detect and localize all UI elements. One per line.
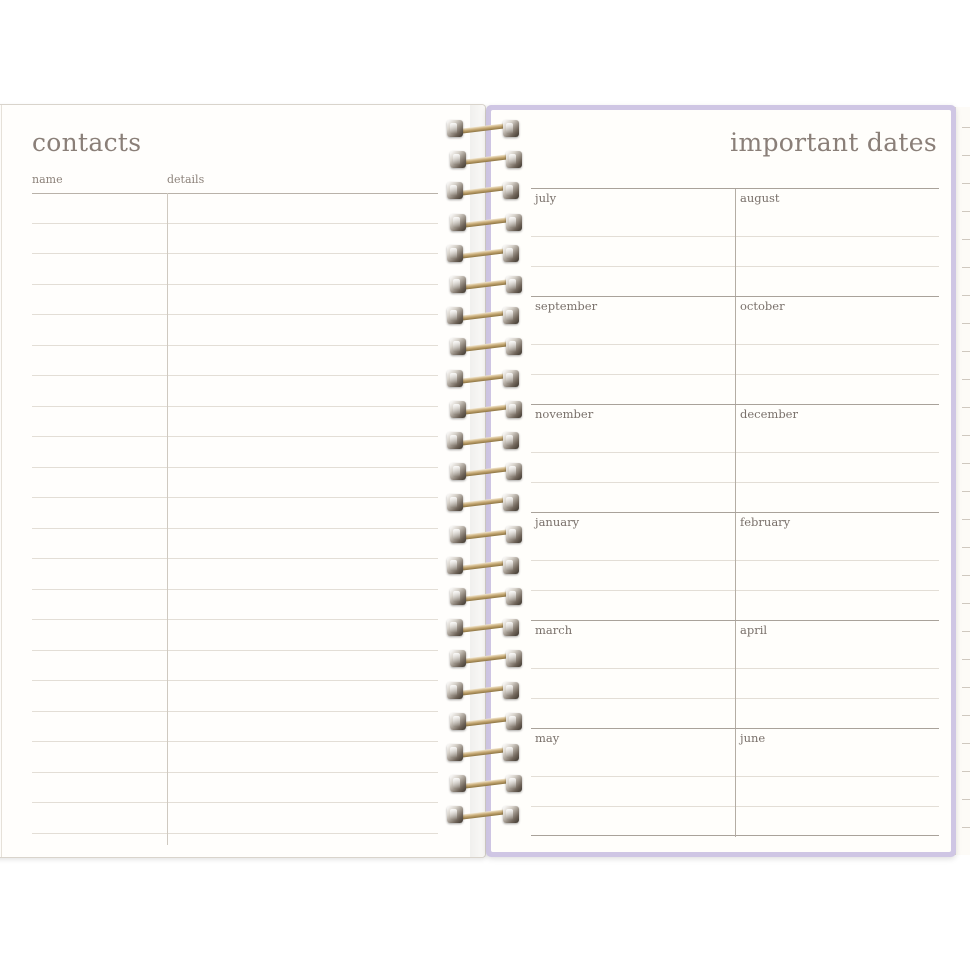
ruled-line — [736, 483, 939, 513]
page-edge-mark — [962, 519, 970, 520]
contacts-row[interactable] — [32, 590, 438, 621]
important-dates-page — [486, 105, 956, 857]
page-edge-mark — [962, 407, 970, 408]
ruled-line — [736, 591, 939, 621]
contacts-row[interactable] — [32, 193, 438, 224]
ruled-line — [736, 699, 939, 729]
page-edge-mark — [962, 127, 970, 128]
month-label: february — [740, 515, 791, 529]
ruled-line — [531, 207, 735, 237]
ruled-line — [736, 561, 939, 591]
next-page-edge — [955, 107, 970, 855]
spiral-coil-loop — [447, 744, 519, 761]
spiral-coil-loop — [450, 526, 522, 543]
contacts-row[interactable] — [32, 285, 438, 316]
contacts-row[interactable] — [32, 773, 438, 804]
contacts-row[interactable] — [32, 651, 438, 682]
page-edge-mark — [962, 771, 970, 772]
month-ruled-lines — [531, 207, 735, 297]
page-edge-mark — [962, 687, 970, 688]
contacts-row[interactable] — [32, 681, 438, 712]
month-ruled-lines — [736, 747, 939, 837]
months-row — [531, 620, 939, 728]
month-label: december — [740, 407, 798, 421]
ruled-line — [531, 453, 735, 483]
ruled-line — [531, 669, 735, 699]
spiral-coil-loop — [447, 806, 519, 823]
spiral-coil-loop — [450, 775, 522, 792]
ruled-line — [531, 315, 735, 345]
month-cell[interactable] — [531, 405, 735, 513]
page-edge-mark — [962, 463, 970, 464]
contacts-row[interactable] — [32, 376, 438, 407]
month-label: april — [740, 623, 768, 637]
spiral-coil-loop — [450, 214, 522, 231]
page-edge-mark — [962, 155, 970, 156]
ruled-line — [531, 531, 735, 561]
ruled-line — [736, 531, 939, 561]
page-edge-mark — [962, 799, 970, 800]
spiral-coil-loop — [447, 245, 519, 262]
spiral-coil-loop — [447, 120, 519, 137]
contacts-row[interactable] — [32, 407, 438, 438]
contacts-row[interactable] — [32, 437, 438, 468]
ruled-line — [531, 345, 735, 375]
spiral-coil-loop — [450, 650, 522, 667]
spiral-coil-loop — [447, 307, 519, 324]
month-ruled-lines — [531, 639, 735, 729]
ruled-line — [736, 207, 939, 237]
page-edge-mark — [962, 267, 970, 268]
month-ruled-lines — [531, 531, 735, 621]
contacts-row[interactable] — [32, 529, 438, 560]
ruled-line — [736, 423, 939, 453]
month-ruled-lines — [531, 747, 735, 837]
month-ruled-lines — [736, 531, 939, 621]
ruled-line — [736, 315, 939, 345]
months-row — [531, 512, 939, 620]
ruled-line — [736, 747, 939, 777]
contacts-row[interactable] — [32, 803, 438, 834]
contacts-row[interactable] — [32, 254, 438, 285]
month-cell[interactable] — [735, 621, 939, 729]
month-label: june — [740, 731, 766, 745]
ruled-line — [531, 267, 735, 297]
months-row — [531, 188, 939, 296]
spiral-coil-loop — [450, 276, 522, 293]
contacts-row[interactable] — [32, 346, 438, 377]
page-edge-mark — [962, 239, 970, 240]
contacts-row[interactable] — [32, 834, 438, 859]
month-ruled-lines — [736, 423, 939, 513]
spiral-coil-loop — [450, 338, 522, 355]
contacts-rows[interactable] — [32, 193, 438, 845]
ruled-line — [736, 237, 939, 267]
page-edge-mark — [962, 715, 970, 716]
month-label: march — [535, 623, 573, 637]
column-header-name: name — [32, 173, 63, 186]
contacts-page — [0, 104, 486, 858]
month-cell[interactable] — [531, 297, 735, 405]
ruled-line — [531, 237, 735, 267]
contacts-row[interactable] — [32, 559, 438, 590]
month-cell[interactable] — [531, 513, 735, 621]
page-edge-mark — [962, 659, 970, 660]
page-edge-mark — [962, 323, 970, 324]
page-edge-mark — [962, 491, 970, 492]
contacts-row[interactable] — [32, 712, 438, 743]
contacts-row[interactable] — [32, 224, 438, 255]
month-label: january — [535, 515, 580, 529]
contacts-row[interactable] — [32, 742, 438, 773]
month-cell[interactable] — [531, 621, 735, 729]
ruled-line — [736, 639, 939, 669]
month-label: august — [740, 191, 780, 205]
page-edge-mark — [962, 211, 970, 212]
spiral-coil-loop — [450, 151, 522, 168]
spiral-coil-loop — [447, 557, 519, 574]
ruled-line — [531, 807, 735, 837]
ruled-line — [531, 591, 735, 621]
contacts-row[interactable] — [32, 468, 438, 499]
spiral-coil-loop — [447, 619, 519, 636]
month-cell[interactable] — [735, 189, 939, 297]
months-row — [531, 296, 939, 404]
month-cell[interactable] — [735, 297, 939, 405]
page-edge-mark — [962, 435, 970, 436]
ruled-line — [531, 639, 735, 669]
page-edge-mark — [962, 603, 970, 604]
month-ruled-lines — [531, 315, 735, 405]
column-header-details: details — [167, 173, 205, 186]
month-cell[interactable] — [735, 513, 939, 621]
contacts-row[interactable] — [32, 315, 438, 346]
ruled-line — [531, 747, 735, 777]
page-edge-mark — [962, 827, 970, 828]
ruled-line — [736, 345, 939, 375]
month-ruled-lines — [736, 315, 939, 405]
page-title: contacts — [32, 128, 142, 157]
page-edge-marks — [956, 107, 970, 855]
contacts-row[interactable] — [32, 498, 438, 529]
contacts-page-surface — [1, 105, 485, 857]
ruled-line — [736, 267, 939, 297]
page-edge-mark — [962, 631, 970, 632]
page-edge-mark — [962, 575, 970, 576]
months-row — [531, 404, 939, 512]
ruled-line — [736, 669, 939, 699]
contacts-column-divider — [167, 193, 168, 845]
spiral-coil-loop — [447, 182, 519, 199]
month-cell[interactable] — [735, 729, 939, 837]
spiral-coil-loop — [450, 588, 522, 605]
ruled-line — [531, 423, 735, 453]
month-label: september — [535, 299, 598, 313]
page-edge-mark — [962, 743, 970, 744]
spiral-coil-loop — [450, 463, 522, 480]
month-cell[interactable] — [735, 405, 939, 513]
ruled-line — [736, 807, 939, 837]
page-title-important-dates: important dates — [730, 128, 937, 157]
month-ruled-lines — [736, 639, 939, 729]
months-grid[interactable] — [531, 188, 939, 838]
month-label: july — [535, 191, 557, 205]
page-edge-mark — [962, 295, 970, 296]
important-dates-page-surface — [491, 110, 951, 852]
month-label: october — [740, 299, 785, 313]
spiral-coil-loop — [447, 432, 519, 449]
month-cell[interactable] — [531, 189, 735, 297]
contacts-table-header — [32, 173, 438, 194]
spiral-coil-icon — [444, 120, 524, 850]
ruled-line — [531, 375, 735, 405]
month-ruled-lines — [736, 207, 939, 297]
spiral-coil-loop — [447, 494, 519, 511]
ruled-line — [736, 453, 939, 483]
page-edge-mark — [962, 547, 970, 548]
month-label: november — [535, 407, 594, 421]
spiral-coil-loop — [450, 401, 522, 418]
ruled-line — [531, 777, 735, 807]
month-label: may — [535, 731, 560, 745]
page-edge-mark — [962, 379, 970, 380]
month-ruled-lines — [531, 423, 735, 513]
page-edge-mark — [962, 183, 970, 184]
month-cell[interactable] — [531, 729, 735, 837]
ruled-line — [736, 375, 939, 405]
ruled-line — [531, 699, 735, 729]
spiral-coil-loop — [450, 713, 522, 730]
spiral-coil-loop — [447, 370, 519, 387]
spiral-coil-loop — [447, 682, 519, 699]
ruled-line — [736, 777, 939, 807]
months-row — [531, 728, 939, 836]
ruled-line — [531, 561, 735, 591]
contacts-row[interactable] — [32, 620, 438, 651]
page-edge-mark — [962, 351, 970, 352]
ruled-line — [531, 483, 735, 513]
